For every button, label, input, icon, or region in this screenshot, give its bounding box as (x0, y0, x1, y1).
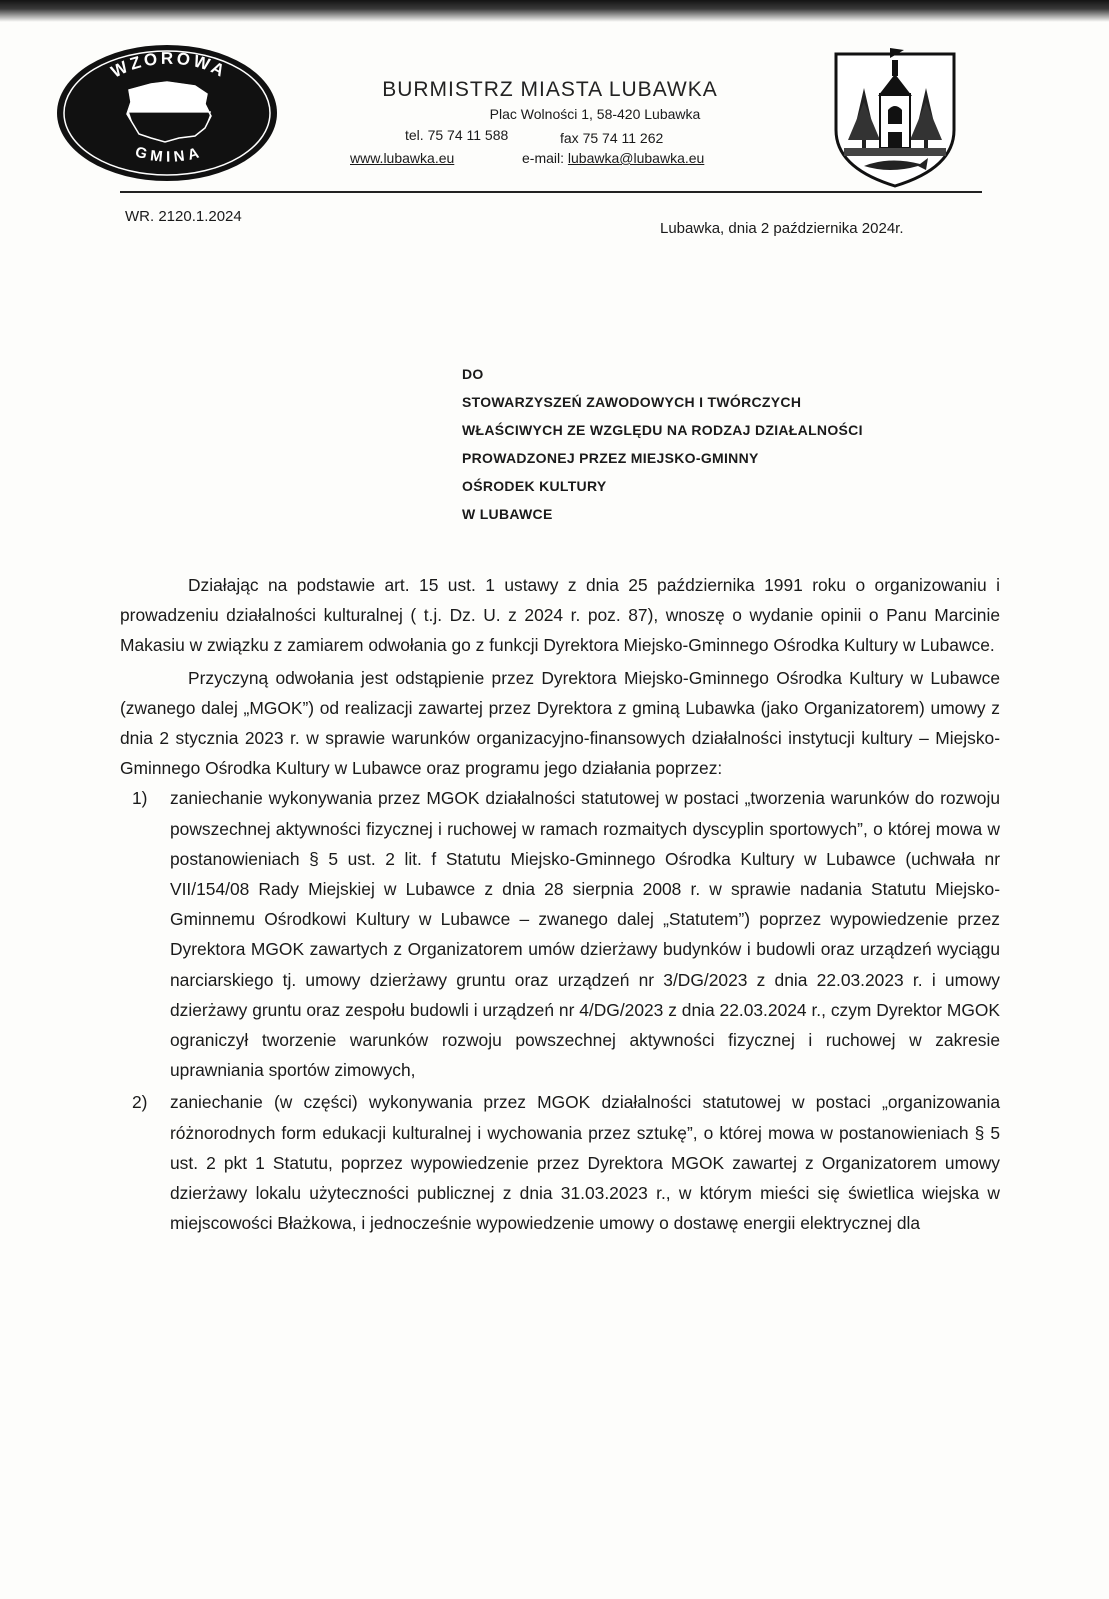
letterhead-address: Plac Wolności 1, 58-420 Lubawka (489, 106, 701, 122)
addressee-line: STOWARZYSZEŃ ZAWODOWYCH I TWÓRCZYCH (462, 394, 802, 410)
addressee-line: W LUBAWCE (462, 506, 553, 522)
wzorowa-gmina-logo (55, 42, 280, 184)
letterhead-fax: fax 75 74 11 262 (560, 130, 664, 146)
list-item-text: zaniechanie wykonywania przez MGOK działalności statutowej w postaci „tworzenia warunków do rozwoju powszechnej aktywności fizycznej i ruchowej w ramach rozmaitych dyscyplin sportowych”, o której mowa w postanowieniach § 5 ust. 2 lit. f Statutu Miejsko-Gminnego Ośrodka Kultury w Lubawce (uchwała nr VII/154/08 Rady Miejskiej w Lubawce z dnia 28 sierpnia 2008 r. w sprawie nadania Statutu Miejsko-Gminnemu Ośrodkowi Kultury w Lubawce – zwanego dalej „Statutem”) poprzez wypowiedzenie przez Dyrektora MGOK zawartych z Organizatorem umów dzierżawy budynków i budowli oraz urządzeń wyciągu narciarskiego tj. umowy dzierżawy gruntu oraz urządzeń nr 3/DG/2023 z dnia 22.03.2023 r. i umowy dzierżawy gruntu oraz zespołu budowli i urządzeń nr 4/DG/2023 z dnia 22.03.2024 r., czym Dyrektor MGOK ograniczył tworzenie warunków rozwoju powszechnej aktywności fizycznej i ruchowej w zakresie uprawniania sportów zimowych, (170, 788, 1000, 1081)
lubawka-coat-of-arms (830, 40, 960, 188)
logo-bottom-text: GMINA (133, 143, 205, 166)
list-item (120, 1087, 1000, 1238)
addressee-line: OŚRODEK KULTURY (462, 478, 607, 494)
list-item-number: 2) (132, 1092, 148, 1113)
letterhead-title: BURMISTRZ MIASTA LUBAWKA (382, 78, 718, 101)
list-item (120, 783, 1000, 1085)
reasons-list (120, 783, 1000, 1238)
addressee-line: PROWADZONEJ PRZEZ MIEJSKO-GMINNY (462, 450, 759, 466)
body-paragraph-1: Działając na podstawie art. 15 ust. 1 ustawy z dnia 25 października 1991 roku o organizowaniu i prowadzeniu działalności kulturalnej ( t.j. Dz. U. z 2024 r. poz. 87), wnoszę o wydanie opinii o Panu Marcinie Makasiu w związku z zamiarem odwołania go z funkcji Dyrektora Miejsko-Gminnego Ośrodka Kultury w Lubawce. (120, 575, 1000, 656)
addressee-line: WŁAŚCIWYCH ZE WZGLĘDU NA RODZAJ DZIAŁALNOŚCI (462, 422, 863, 438)
addressee-block (462, 360, 863, 528)
letterhead-tel: tel. 75 74 11 588 (405, 127, 509, 143)
email-label: e-mail: (522, 150, 565, 166)
letterhead-website-link[interactable]: www.lubawka.eu (350, 150, 455, 166)
reference-number: WR. 2120.1.2024 (125, 208, 242, 225)
body-paragraph-2: Przyczyną odwołania jest odstąpienie przez Dyrektora Miejsko-Gminnego Ośrodka Kultury w Lubawce (zwanego dalej „MGOK”) od realizacji zawartej przez Dyrektora z gminą Lubawka (jako Organizatorem) umowy z dnia 2 stycznia 2023 r. w sprawie warunków organizacyjno-finansowych działalności instytucji kultury – Miejsko-Gminnego Ośrodka Kultury w Lubawce oraz programu jego działania poprzez: (120, 667, 1000, 779)
list-item-number: 1) (132, 788, 148, 809)
logo-top-text: WZOROWA (107, 48, 231, 82)
letterhead-divider (120, 191, 982, 193)
letter-date: Lubawka, dnia 2 października 2024r. (660, 220, 904, 237)
addressee-line: DO (462, 366, 484, 382)
letterhead (345, 72, 755, 122)
letterhead-email (522, 150, 704, 166)
letterhead-email-link[interactable]: lubawka@lubawka.eu (567, 150, 705, 166)
letter-body (120, 570, 1000, 1238)
list-item-text: zaniechanie (w części) wykonywania przez MGOK działalności statutowej w postaci „organizowania różnorodnych form edukacji kulturalnej i wychowania przez sztukę”, o której mowa w postanowieniach § 5 ust. 2 pkt 1 Statutu, poprzez wypowiedzenie przez Dyrektora MGOK zawartej z Organizatorem umowy dzierżawy lokalu użyteczności publicznej z dnia 31.03.2023 r., w którym mieści się świetlica wiejska w miejscowości Błażkowa, i jednocześnie wypowiedzenie umowy o dostawę energii elektrycznej dla (170, 1092, 1000, 1234)
